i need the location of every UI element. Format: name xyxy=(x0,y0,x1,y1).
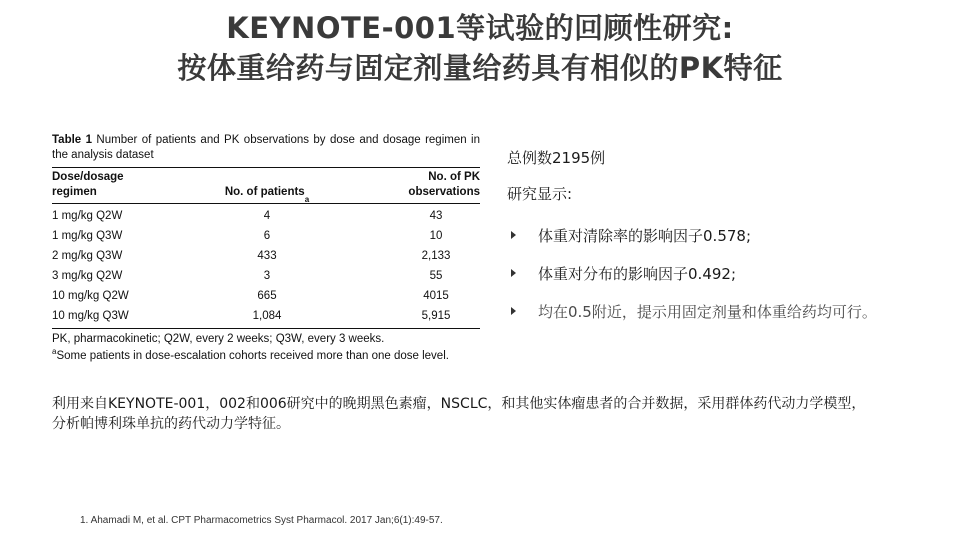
reference-citation: 1. Ahamadi M, et al. CPT Pharmacometrics Syst Pharmacol. 2017 Jan;6(1):49-57. xyxy=(80,515,443,526)
title-line-2: 按体重给药与固定剂量给药具有相似的PK特征 xyxy=(177,51,783,85)
table-row xyxy=(52,306,480,326)
table-row xyxy=(52,206,480,226)
study-description: 利用来自KEYNOTE-001，002和006研究中的晚期黑色素瘤，NSCLC，和其他实体瘤患者的合并数据，采用群体药代动力学模型，分析帕博利珠单抗的药代动力学特征。 xyxy=(52,396,866,432)
pk-table-figure xyxy=(52,133,480,363)
header-patients: No. of patients a xyxy=(224,186,310,204)
bullet-text: 均在0.5附近，提示用固定剂量和体重给药均可行。 xyxy=(538,302,877,321)
header-obs-line2: observations xyxy=(408,186,480,198)
cell-observations: 5,915 xyxy=(421,310,451,322)
cell-observations: 55 xyxy=(429,270,443,282)
cell-dose: 1 mg/kg Q2W xyxy=(52,210,123,222)
cell-patients: 4 xyxy=(263,210,271,222)
cell-observations: 10 xyxy=(429,230,443,242)
footnote-2-text: Some patients in dose-escalation cohorts received more than one dose level. xyxy=(56,350,449,362)
cell-patients: 665 xyxy=(257,290,277,302)
cell-dose: 3 mg/kg Q2W xyxy=(52,270,123,282)
table-footnote-1: PK, pharmacokinetic; Q2W, every 2 weeks; Q3W, every 3 weeks. xyxy=(52,333,385,345)
cell-observations: 2,133 xyxy=(421,250,451,262)
cell-patients: 1,084 xyxy=(252,310,282,322)
summary-shows: 研究显示: xyxy=(507,185,573,203)
bullet-text: 体重对清除率的影响因子0.578; xyxy=(538,226,751,245)
table-body xyxy=(52,204,480,328)
summary-bullet xyxy=(507,292,957,330)
table-caption-label: Table 1 xyxy=(52,134,92,146)
header-obs-line1: No. of PK xyxy=(428,171,480,183)
header-patients-text: No. of patients xyxy=(224,186,305,198)
title-line-1: KEYNOTE-001等试验的回顾性研究: xyxy=(226,11,734,45)
table-row xyxy=(52,246,480,266)
header-dose xyxy=(52,170,182,200)
cell-patients: 433 xyxy=(257,250,277,262)
table-row xyxy=(52,286,480,306)
summary-panel xyxy=(507,144,957,330)
table-header xyxy=(52,168,480,204)
bullet-arrow-icon xyxy=(511,269,516,277)
slide-title xyxy=(0,8,960,88)
cell-dose: 10 mg/kg Q2W xyxy=(52,290,129,302)
bullet-arrow-icon xyxy=(511,307,516,315)
bullet-arrow-icon xyxy=(511,231,516,239)
table-caption xyxy=(52,133,480,163)
cell-patients: 6 xyxy=(263,230,271,242)
summary-bullet xyxy=(507,254,957,292)
table-caption-text: Number of patients and PK observations by dose and dosage regimen in the analysis dataset xyxy=(52,134,480,161)
cell-dose: 2 mg/kg Q3W xyxy=(52,250,123,262)
cell-dose: 1 mg/kg Q3W xyxy=(52,230,123,242)
summary-total: 总例数2195例 xyxy=(507,149,606,167)
pk-table xyxy=(52,167,480,329)
cell-patients: 3 xyxy=(263,270,271,282)
footnote-sup: a xyxy=(52,347,57,357)
table-footnote-2 xyxy=(52,349,480,363)
header-dose-line2: regimen xyxy=(52,186,97,198)
cell-dose: 10 mg/kg Q3W xyxy=(52,310,129,322)
table-row xyxy=(52,226,480,246)
table-row xyxy=(52,266,480,286)
cell-observations: 43 xyxy=(429,210,443,222)
cell-observations: 4015 xyxy=(423,290,449,302)
header-dose-line1: Dose/dosage xyxy=(52,171,124,183)
summary-bullet xyxy=(507,216,957,254)
bullet-text: 体重对分布的影响因子0.492; xyxy=(538,264,736,283)
header-observations xyxy=(352,170,480,200)
